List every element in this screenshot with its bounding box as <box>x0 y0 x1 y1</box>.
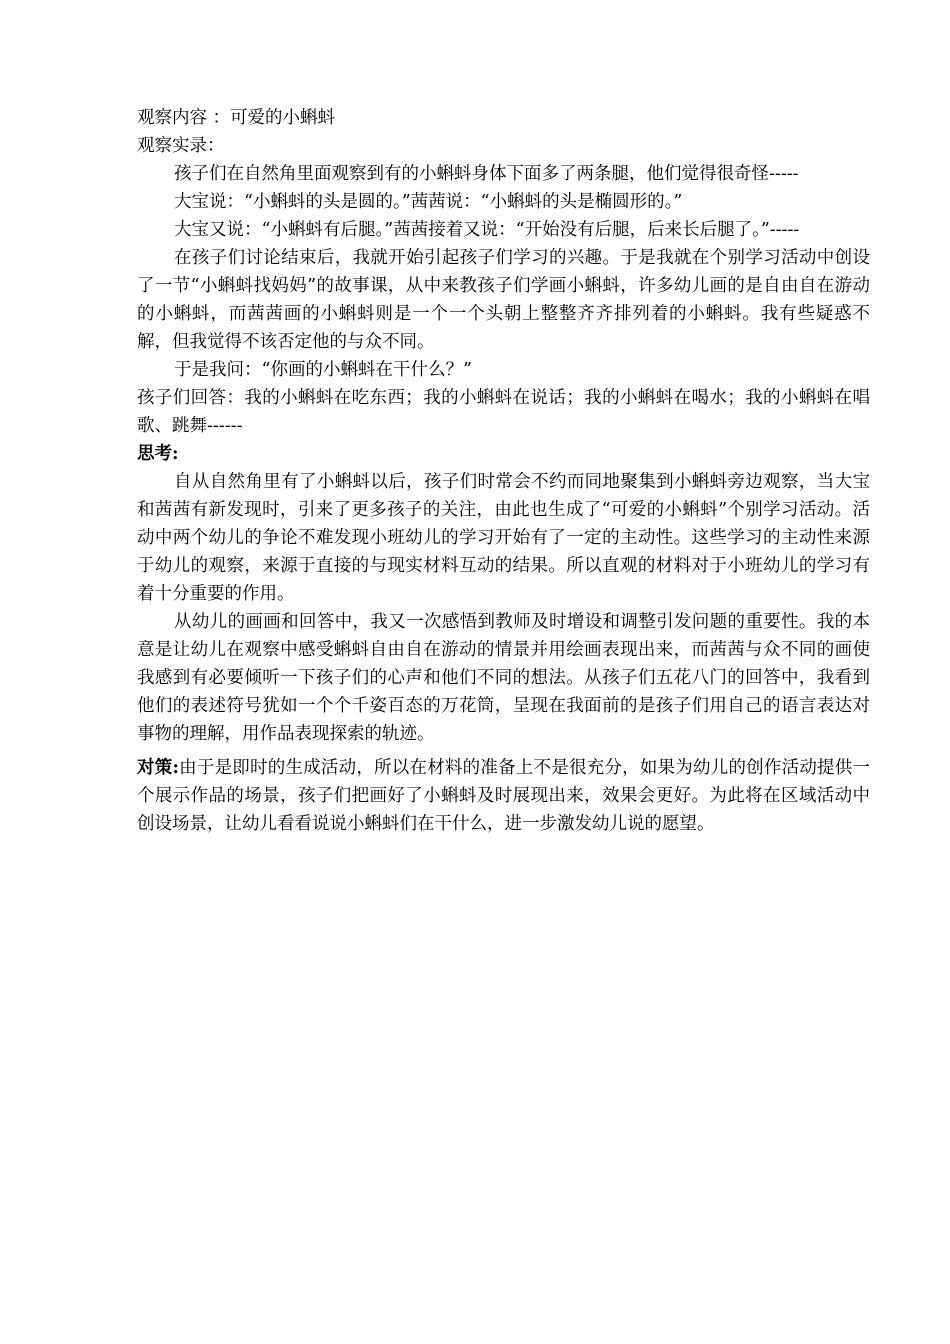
strategy-text: 由于是即时的生成活动，所以在材料的准备上不是很充分，如果为幼儿的创作活动提供一个展示作品的场景，孩子们把画好了小蝌蚪及时展现出来，效果会更好。为此将在区域活动中创设场景，让幼儿看看说说小蝌蚪们在干什么，进一步激发幼儿说的愿望。 <box>137 758 870 834</box>
thinking-heading: 思考: <box>137 444 179 464</box>
document-page <box>137 104 870 838</box>
observation-record-heading: 观察实录： <box>137 136 225 156</box>
thinking-paragraph-2: 从幼儿的画画和回答中，我又一次感悟到教师及时增设和调整引发问题的重要性。我的本意是让幼儿在观察中感受蝌蚪自由自在游动的情景并用绘画表现出来，而茜茜与众不同的画使我感到有必要倾听一下孩子们的心声和他们不同的想法。从孩子们五花八门的回答中，我看到他们的表述符号犹如一个个千姿百态的万花筒，呈现在我面前的是孩子们用自己的语言表达对事物的理解，用作品表现探索的轨迹。 <box>137 612 870 744</box>
record-paragraph-2: 大宝说：“小蝌蚪的头是圆的。”茜茜说：“小蝌蚪的头是椭圆形的。” <box>174 192 683 212</box>
strategy-label: 对策: <box>137 758 179 778</box>
record-paragraph-3: 大宝又说：“小蝌蚪有后腿。”茜茜接着又说：“开始没有后腿，后来长后腿了。”----- <box>174 220 800 240</box>
record-paragraph-4: 在孩子们讨论结束后，我就开始引起孩子们学习的兴趣。于是我就在个别学习活动中创设了一节“小蝌蚪找妈妈”的故事课，从中来教孩子们学画小蝌蚪，许多幼儿画的是自由自在游动的小蝌蚪，而茜茜画的小蝌蚪则是一个一个头朝上整整齐齐排列着的小蝌蚪。我有些疑惑不解，但我觉得不该否定他的与众不同。 <box>137 248 870 352</box>
record-paragraph-5: 于是我问：“你画的小蝌蚪在干什么？” <box>174 360 472 380</box>
record-paragraph-1: 孩子们在自然角里面观察到有的小蝌蚪身体下面多了两条腿，他们觉得很奇怪----- <box>174 164 799 184</box>
thinking-paragraph-1: 自从自然角里有了小蝌蚪以后，孩子们时常会不约而同地聚集到小蝌蚪旁边观察，当大宝和茜茜有新发现时，引来了更多孩子的关注，由此也生成了“可爱的小蝌蚪”个别学习活动。活动中两个幼儿的争论不难发现小班幼儿的学习开始有了一定的主动性。这些学习的主动性来源于幼儿的观察，来源于直接的与现实材料互动的结果。所以直观的材料对于小班幼儿的学习有着十分重要的作用。 <box>137 472 870 604</box>
strategy-paragraph <box>137 754 870 838</box>
record-paragraph-6: 孩子们回答：我的小蝌蚪在吃东西；我的小蝌蚪在说话；我的小蝌蚪在喝水；我的小蝌蚪在唱歌、跳舞------ <box>137 388 870 436</box>
observation-content-title: 观察内容 ：可爱的小蝌蚪 <box>137 108 336 128</box>
